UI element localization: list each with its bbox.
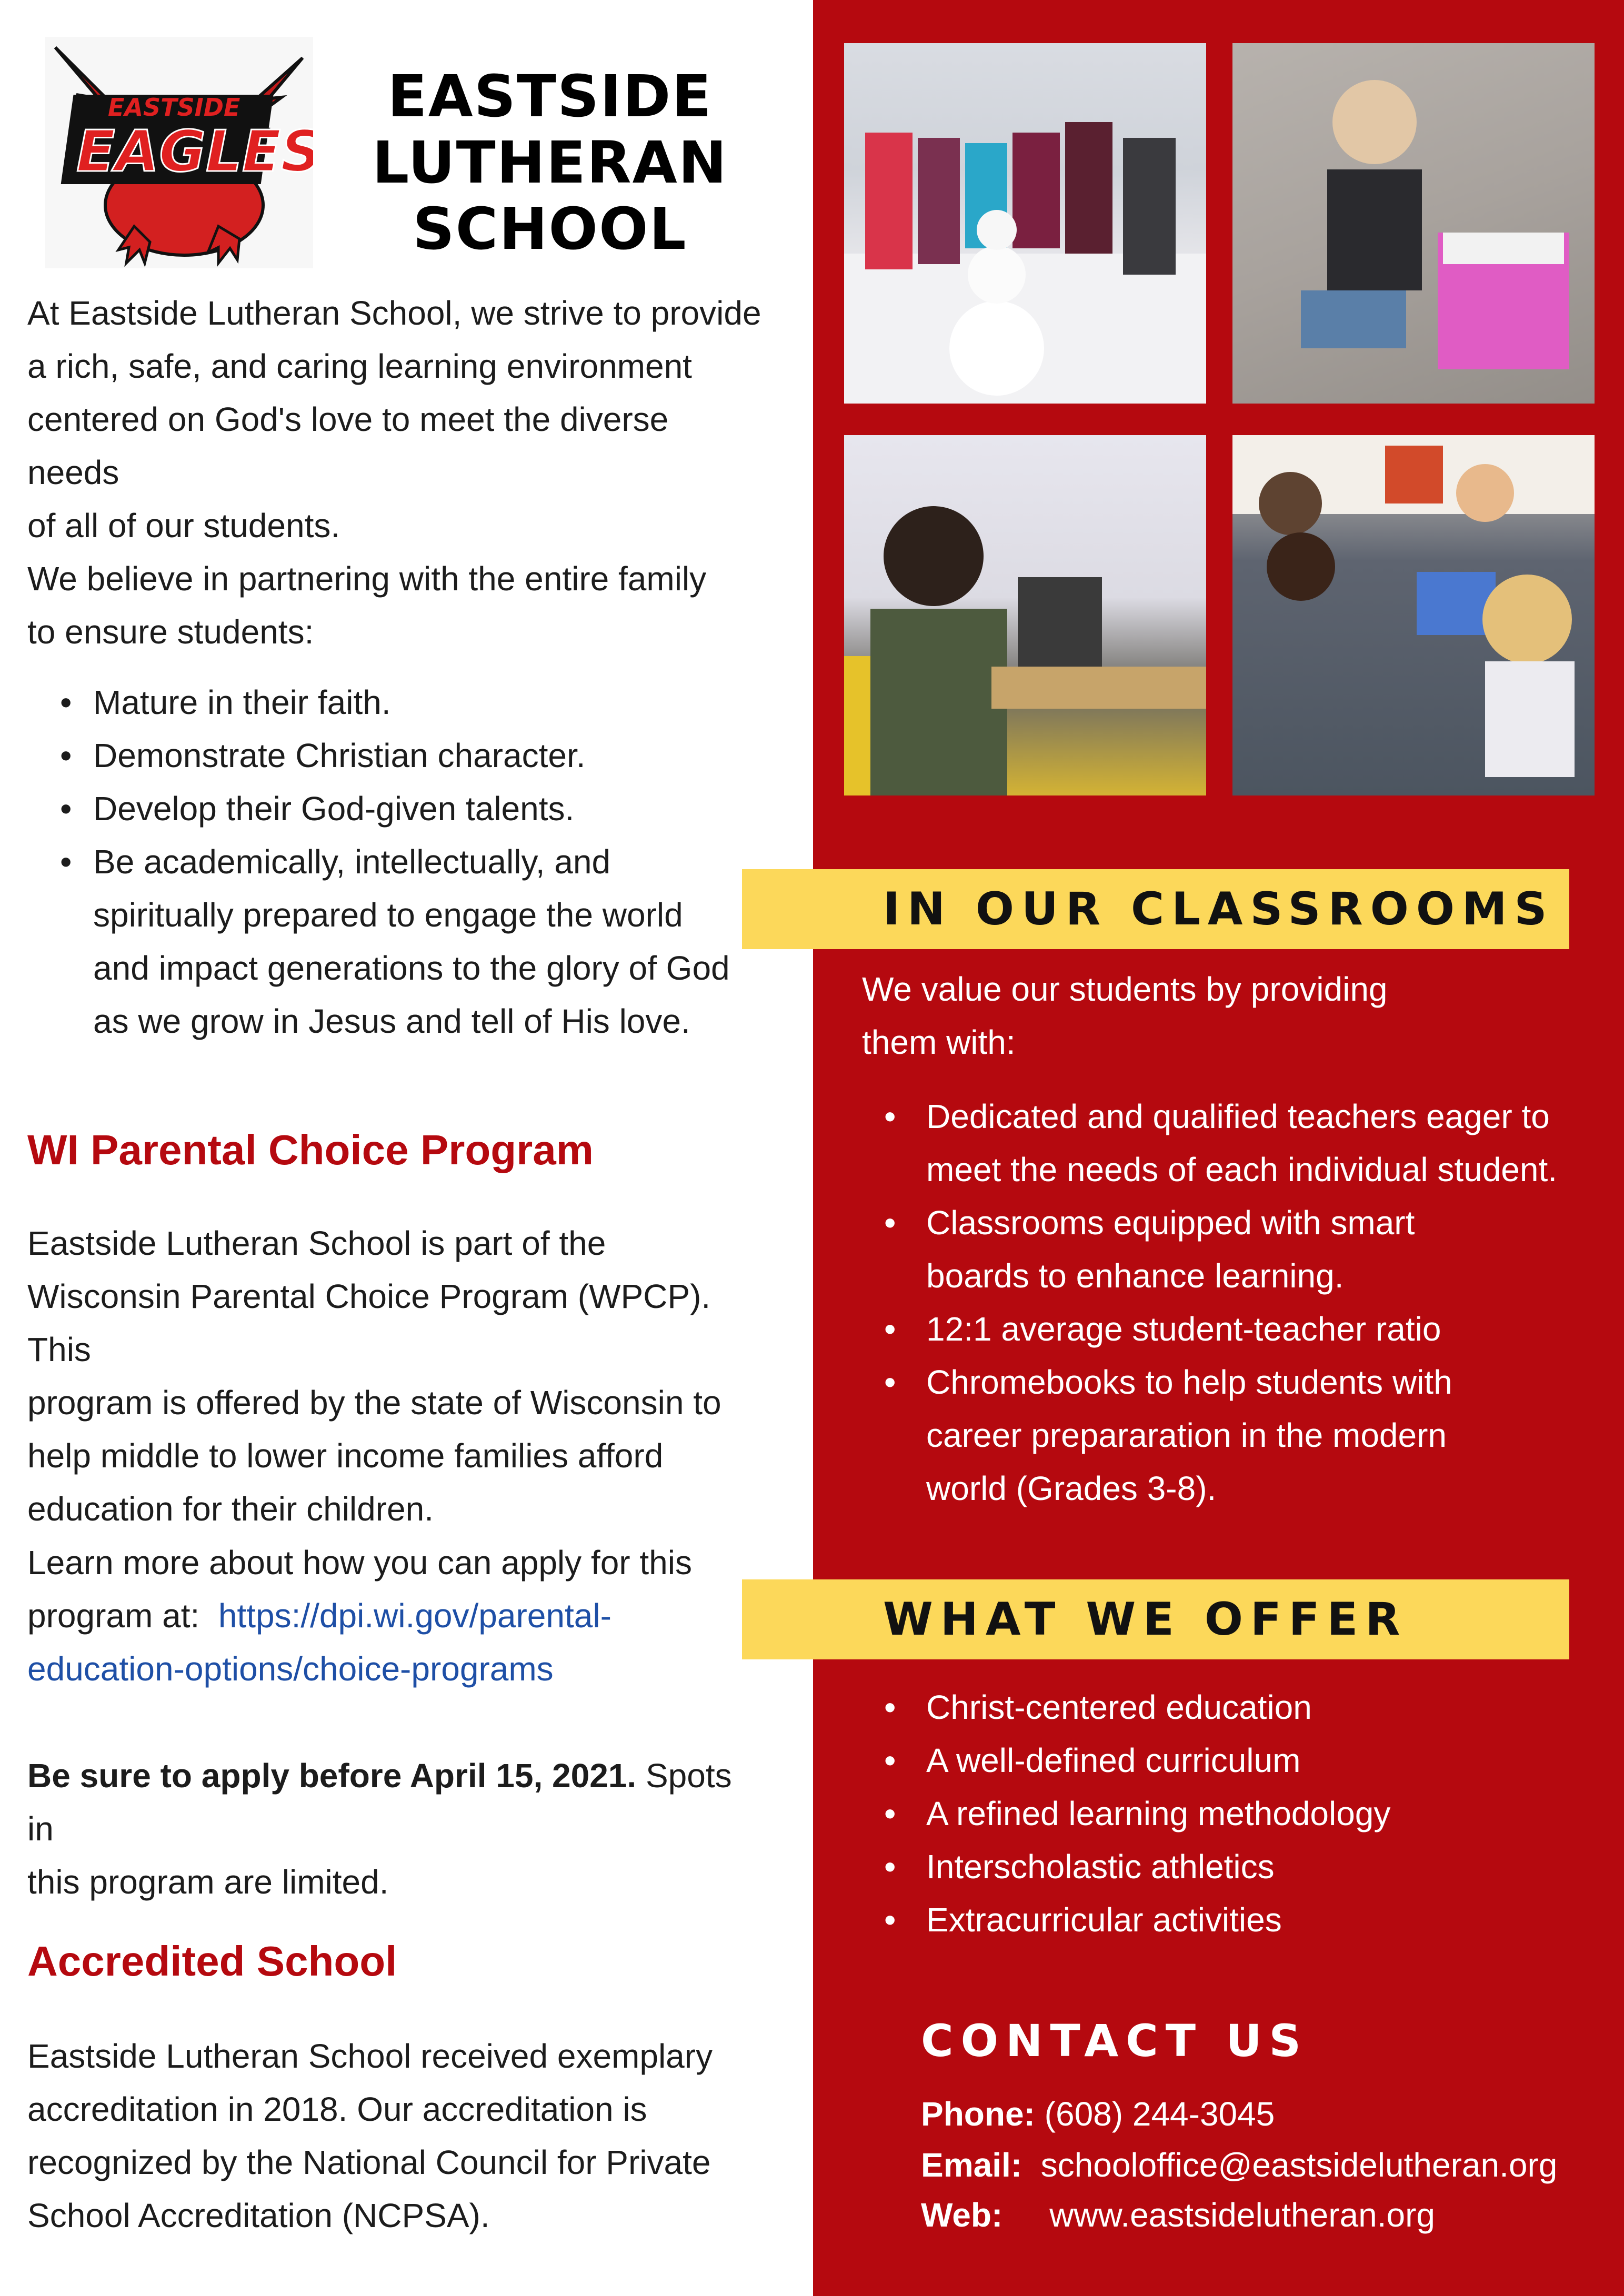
text-line: We value our students by providing — [862, 970, 1388, 1008]
eagle-mascot-icon — [45, 37, 313, 268]
text-line: this program are limited. — [27, 1863, 389, 1901]
list-item: • Interscholastic athletics — [884, 1848, 1275, 1886]
email-label: Email: — [921, 2146, 1022, 2184]
student-goals-list — [27, 676, 764, 1048]
phone-label: Phone: — [921, 2095, 1035, 2133]
choice-programs-link[interactable]: https://dpi.wi.gov/parental- — [218, 1597, 611, 1635]
deadline-paragraph — [27, 1749, 764, 1909]
girl-at-laptop-photo — [844, 435, 1206, 795]
title-line: SCHOOL — [413, 195, 687, 263]
email-row — [921, 2144, 1557, 2186]
logo-text-top: EASTSIDE — [108, 93, 240, 122]
list-item: • A refined learning methodology — [884, 1795, 1391, 1832]
web-row — [921, 2194, 1435, 2236]
list-item: • Develop their God-given talents. — [60, 790, 575, 828]
text-line: At Eastside Lutheran School, we strive to provide — [27, 294, 761, 332]
list-item: • Mature in their faith. — [60, 683, 391, 721]
classrooms-intro — [862, 963, 1599, 1069]
list-item: • Dedicated and qualified teachers eager to meet the needs of each individual student. — [884, 1097, 1558, 1189]
classrooms-heading: IN OUR CLASSROOMS — [883, 883, 1555, 935]
list-item: • Classrooms equipped with smart boards to enhance learning. — [884, 1204, 1415, 1295]
phone-row — [921, 2093, 1275, 2135]
phone-number[interactable]: (608) 244-3045 — [1044, 2095, 1275, 2133]
text-line: recognized by the National Council for Private — [27, 2143, 711, 2181]
logo-text-main: EAGLES — [76, 119, 313, 185]
text-line: education for their children. — [27, 1490, 434, 1528]
list-item: • A well-defined curriculum — [884, 1741, 1301, 1779]
text-line: program is offered by the state of Wisconsin to — [27, 1384, 721, 1422]
text-line: School Accreditation (NCPSA). — [27, 2197, 490, 2234]
title-line: EASTSIDE — [387, 63, 713, 130]
choice-program-paragraph — [27, 1217, 764, 1536]
list-item: • 12:1 average student-teacher ratio — [884, 1310, 1441, 1348]
list-item: • Be academically, intellectually, and spiritually prepared to engage the world and impact generations to the glory of God as we grow in Jesus and tell of His love. — [60, 843, 730, 1040]
intro-paragraph-2 — [27, 552, 764, 659]
text-line: of all of our students. — [27, 507, 340, 545]
text-line: them with: — [862, 1023, 1016, 1061]
text-line: Learn more about how you can apply for this — [27, 1544, 692, 1582]
choice-program-heading: WI Parental Choice Program — [27, 1126, 594, 1173]
school-title — [326, 63, 774, 262]
text-line: Spots in — [27, 1757, 732, 1848]
kids-playing-blocks-photo — [1232, 435, 1595, 795]
web-label: Web: — [921, 2196, 1003, 2234]
learn-more-paragraph — [27, 1536, 764, 1696]
text-line: accreditation in 2018. Our accreditation is — [27, 2090, 647, 2128]
girl-with-pink-bin-photo — [1232, 43, 1595, 404]
text-line: centered on God's love to meet the diverse needs — [27, 400, 669, 491]
intro-paragraph-1 — [27, 287, 764, 552]
accredited-paragraph — [27, 2030, 764, 2242]
accredited-heading: Accredited School — [27, 1938, 397, 1985]
classrooms-list — [860, 1090, 1608, 1515]
snowman-group-photo — [844, 43, 1206, 404]
eagles-logo — [45, 37, 313, 268]
offer-banner — [742, 1579, 1569, 1659]
list-item: • Chromebooks to help students with career prepararation in the modern world (Grades 3-8). — [884, 1363, 1452, 1507]
offer-heading: WHAT WE OFFER — [883, 1593, 1408, 1646]
contact-heading: CONTACT US — [921, 2015, 1309, 2067]
text-line: to ensure students: — [27, 613, 314, 651]
choice-programs-link-continued[interactable]: education-options/choice-programs — [27, 1650, 554, 1688]
email-link[interactable]: schooloffice@eastsidelutheran.org — [1040, 2146, 1558, 2184]
text-line: We believe in partnering with the entire family — [27, 560, 707, 598]
deadline-emphasis: Be sure to apply before April 15, 2021. — [27, 1757, 637, 1795]
text-line: program at: — [27, 1597, 200, 1635]
text-line: Wisconsin Parental Choice Program (WPCP). This — [27, 1277, 711, 1368]
text-line: a rich, safe, and caring learning environment — [27, 347, 692, 385]
title-line: LUTHERAN — [372, 129, 728, 196]
classrooms-banner — [742, 869, 1569, 949]
text-line: help middle to lower income families afford — [27, 1437, 664, 1475]
list-item: • Extracurricular activities — [884, 1901, 1282, 1939]
website-link[interactable]: www.eastsidelutheran.org — [1049, 2196, 1435, 2234]
offer-list — [860, 1681, 1608, 1947]
text-line: Eastside Lutheran School received exemplary — [27, 2037, 713, 2075]
list-item: • Christ-centered education — [884, 1688, 1312, 1726]
text-line: Eastside Lutheran School is part of the — [27, 1224, 606, 1262]
list-item: • Demonstrate Christian character. — [60, 737, 586, 774]
